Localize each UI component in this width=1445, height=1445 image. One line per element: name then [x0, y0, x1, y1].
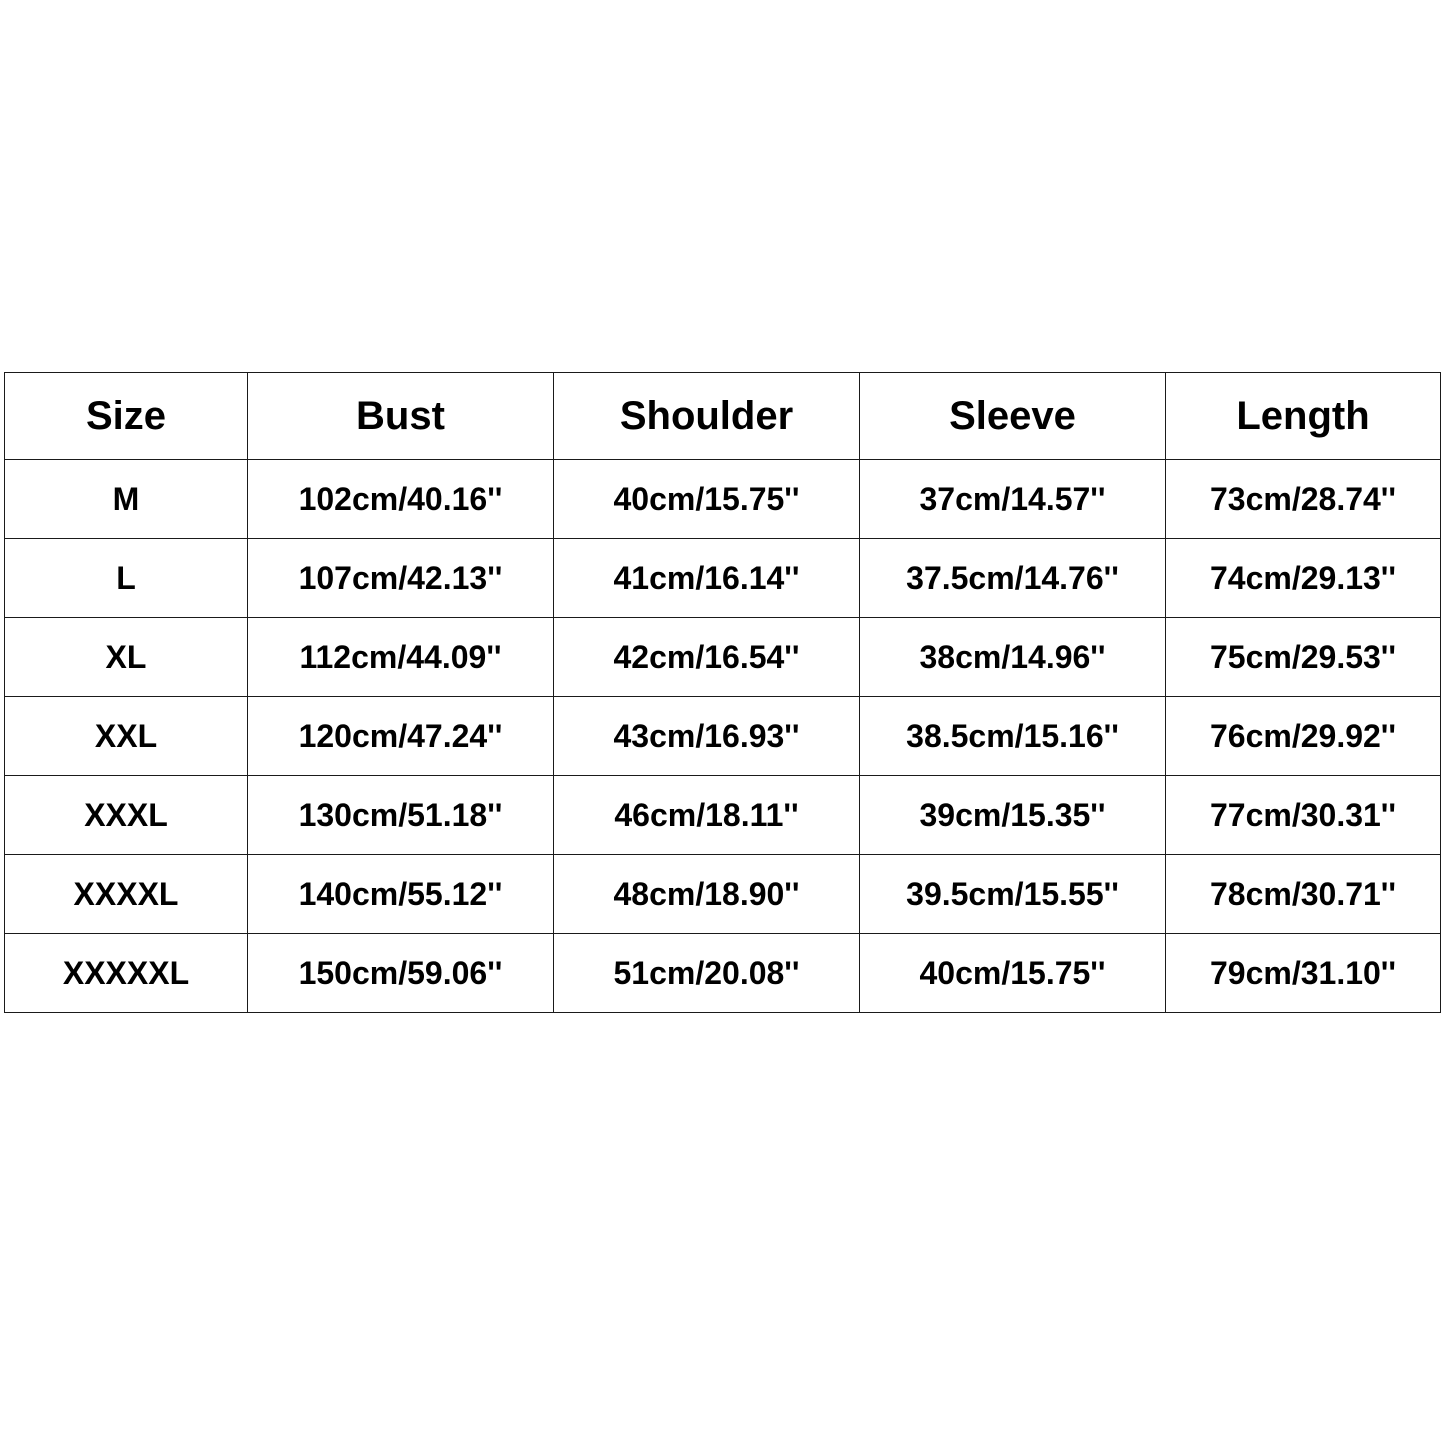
- bust-cell: 130cm/51.18'': [248, 776, 554, 855]
- bust-cell: 120cm/47.24'': [248, 697, 554, 776]
- size-cell: XXXXXL: [5, 934, 248, 1013]
- size-cell: XXL: [5, 697, 248, 776]
- size-chart-table: [4, 372, 1441, 1013]
- shoulder-cell: 41cm/16.14'': [554, 539, 860, 618]
- size-cell: XL: [5, 618, 248, 697]
- shoulder-cell: 40cm/15.75'': [554, 460, 860, 539]
- table-row: [5, 934, 1441, 1013]
- shoulder-cell: 42cm/16.54'': [554, 618, 860, 697]
- shoulder-cell: 48cm/18.90'': [554, 855, 860, 934]
- bust-cell: 107cm/42.13'': [248, 539, 554, 618]
- shoulder-cell: 51cm/20.08'': [554, 934, 860, 1013]
- bust-cell: 140cm/55.12'': [248, 855, 554, 934]
- bust-cell: 102cm/40.16'': [248, 460, 554, 539]
- bust-cell: 112cm/44.09'': [248, 618, 554, 697]
- sleeve-cell: 37.5cm/14.76'': [860, 539, 1166, 618]
- table-row: [5, 855, 1441, 934]
- size-cell: M: [5, 460, 248, 539]
- size-cell: XXXL: [5, 776, 248, 855]
- length-cell: 74cm/29.13'': [1166, 539, 1441, 618]
- sleeve-cell: 37cm/14.57'': [860, 460, 1166, 539]
- sleeve-cell: 40cm/15.75'': [860, 934, 1166, 1013]
- sleeve-cell: 39.5cm/15.55'': [860, 855, 1166, 934]
- size-cell: L: [5, 539, 248, 618]
- size-cell: XXXXL: [5, 855, 248, 934]
- header-bust: Bust: [248, 373, 554, 460]
- length-cell: 76cm/29.92'': [1166, 697, 1441, 776]
- table-row: [5, 697, 1441, 776]
- length-cell: 77cm/30.31'': [1166, 776, 1441, 855]
- header-length: Length: [1166, 373, 1441, 460]
- sleeve-cell: 38cm/14.96'': [860, 618, 1166, 697]
- sleeve-cell: 38.5cm/15.16'': [860, 697, 1166, 776]
- sleeve-cell: 39cm/15.35'': [860, 776, 1166, 855]
- length-cell: 75cm/29.53'': [1166, 618, 1441, 697]
- table-row: [5, 539, 1441, 618]
- table-row: [5, 460, 1441, 539]
- length-cell: 79cm/31.10'': [1166, 934, 1441, 1013]
- header-row: [5, 373, 1441, 460]
- header-size: Size: [5, 373, 248, 460]
- shoulder-cell: 43cm/16.93'': [554, 697, 860, 776]
- header-shoulder: Shoulder: [554, 373, 860, 460]
- table-row: [5, 618, 1441, 697]
- length-cell: 78cm/30.71'': [1166, 855, 1441, 934]
- table-row: [5, 776, 1441, 855]
- bust-cell: 150cm/59.06'': [248, 934, 554, 1013]
- header-sleeve: Sleeve: [860, 373, 1166, 460]
- shoulder-cell: 46cm/18.11'': [554, 776, 860, 855]
- length-cell: 73cm/28.74'': [1166, 460, 1441, 539]
